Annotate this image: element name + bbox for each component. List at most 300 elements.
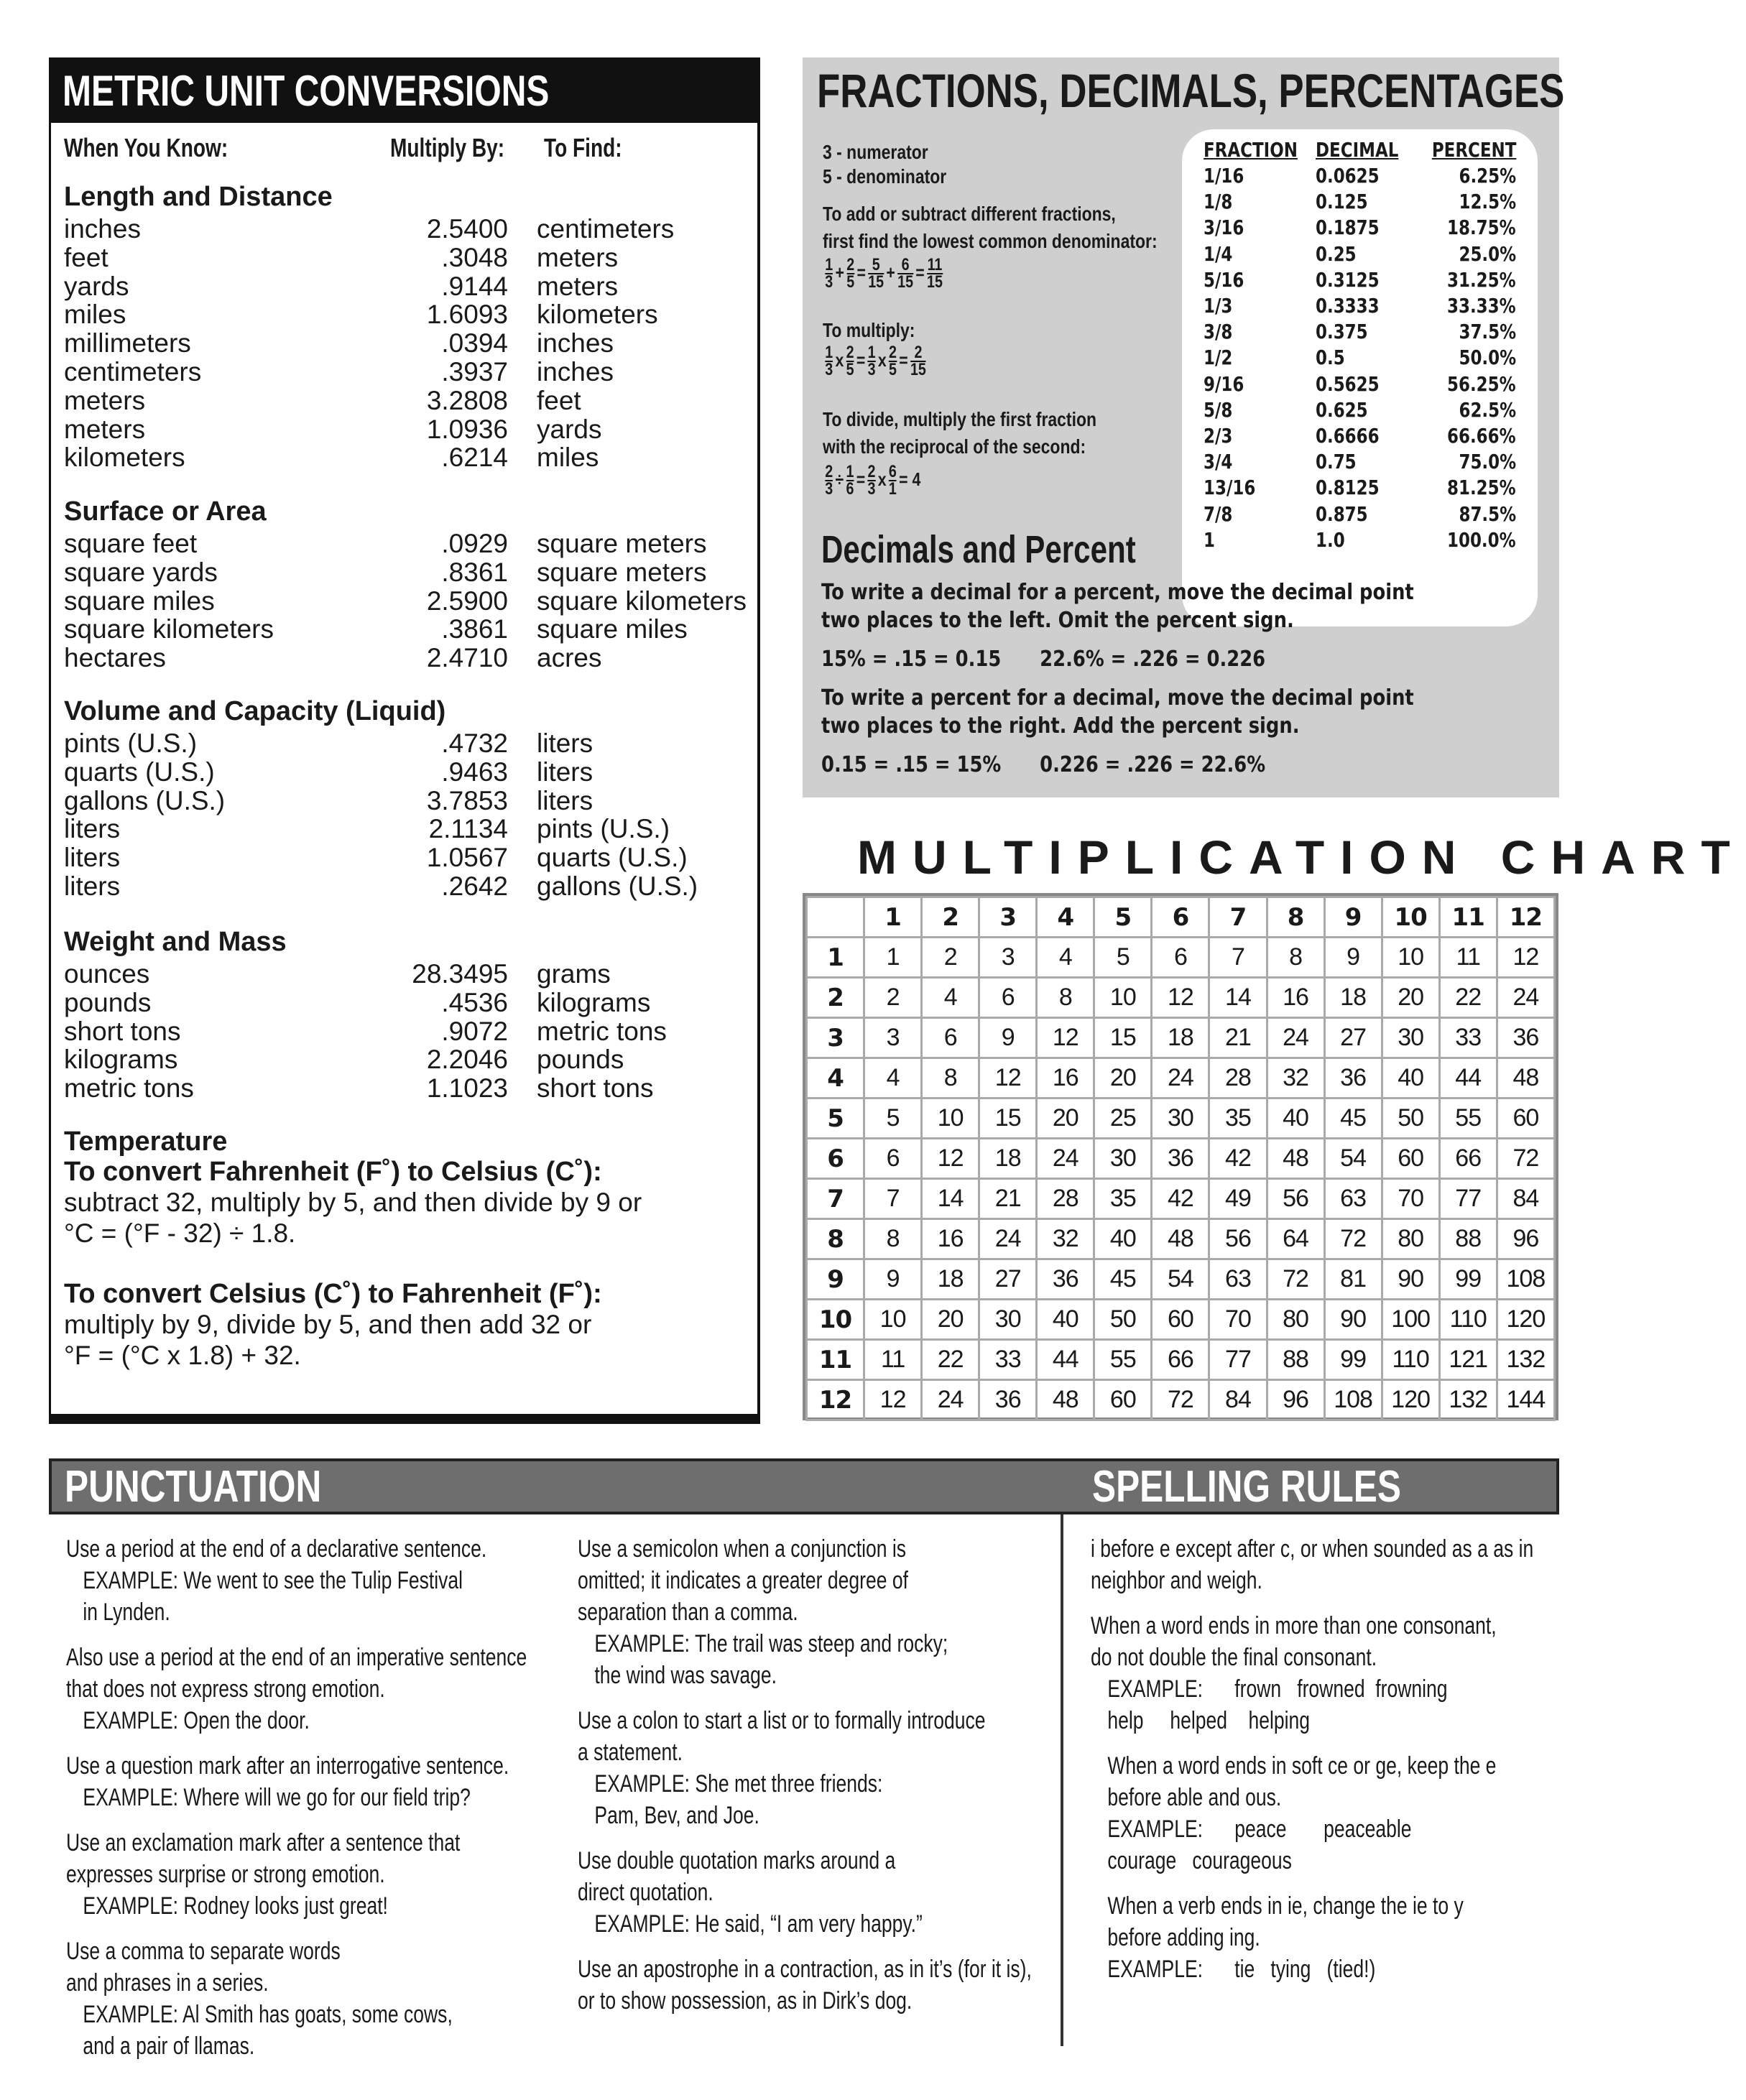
unit-from: square kilometers <box>64 614 274 644</box>
mult-cell: 12 <box>1152 978 1209 1018</box>
factor: 2.2046 <box>426 1045 508 1075</box>
mult-cell: 33 <box>1439 1018 1497 1058</box>
metric-row <box>64 244 754 272</box>
fraction-cell: 1/16 <box>1204 164 1244 188</box>
mult-cell: 4 <box>864 1058 922 1098</box>
header-when-you-know: When You Know: <box>64 133 228 162</box>
factor: 1.1023 <box>426 1073 508 1104</box>
factor: .3861 <box>441 614 508 644</box>
mult-cell: 63 <box>1324 1179 1382 1219</box>
metric-row <box>64 615 754 644</box>
fraction-cell: 1/8 <box>1204 190 1233 214</box>
mult-cell: 84 <box>1497 1179 1554 1219</box>
mult-cell: 100 <box>1382 1300 1439 1340</box>
mult-cell: 49 <box>1209 1179 1267 1219</box>
mult-cell: 80 <box>1267 1300 1324 1340</box>
mult-col-header: 1 <box>864 897 922 938</box>
metric-row <box>64 758 754 787</box>
text-line: EXAMPLE: frown frowned frowning <box>1107 1675 1448 1703</box>
unit-to: kilograms <box>537 987 651 1017</box>
add-line-2: first find the lowest common denominator: <box>823 230 1158 252</box>
header-to-find: To Find: <box>544 133 622 162</box>
metric-section-title: Weight and Mass <box>64 927 287 957</box>
fraction-table-row <box>1182 190 1538 216</box>
unit-to: liters <box>537 785 593 815</box>
mult-row-header: 11 <box>807 1340 864 1380</box>
unit-to: square kilometers <box>537 586 747 616</box>
unit-from: inches <box>64 214 141 244</box>
mult-cell: 22 <box>922 1340 979 1380</box>
fraction-cell: 1/3 <box>1204 294 1233 318</box>
mult-cell: 63 <box>1209 1259 1267 1300</box>
factor: 2.5900 <box>426 586 508 616</box>
mult-cell: 3 <box>979 938 1037 978</box>
text-line: Use a period at the end of a declarative sentence. <box>66 1535 487 1563</box>
mult-row <box>807 1139 1555 1179</box>
mult-cell: 22 <box>1439 978 1497 1018</box>
mult-cell: 44 <box>1439 1058 1497 1098</box>
unit-to: inches <box>537 328 614 359</box>
text-line: the wind was savage. <box>594 1662 777 1689</box>
fractions-title: FRACTIONS, DECIMALS, PERCENTAGES <box>817 64 1565 117</box>
metric-row <box>64 587 754 616</box>
text-line: EXAMPLE: tie tying (tied!) <box>1107 1956 1376 1983</box>
mult-cell: 80 <box>1382 1219 1439 1259</box>
metric-row <box>64 787 754 815</box>
unit-to: yards <box>537 414 602 444</box>
factor: 28.3495 <box>412 959 508 989</box>
unit-to: meters <box>537 242 619 272</box>
decimal-cell: 0.625 <box>1316 397 1368 422</box>
percent-cell: 75.0% <box>1459 450 1516 474</box>
mult-cell: 48 <box>1267 1139 1324 1179</box>
factor: 1.0567 <box>426 843 508 873</box>
decimal-cell: 0.25 <box>1316 241 1357 266</box>
mult-cell: 99 <box>1439 1259 1497 1300</box>
mult-cell: 15 <box>1094 1018 1152 1058</box>
mult-cell: 60 <box>1382 1139 1439 1179</box>
mult-cell: 16 <box>1267 978 1324 1018</box>
mult-cell: 36 <box>1497 1018 1554 1058</box>
fraction-table-row <box>1182 450 1538 476</box>
mult-row <box>807 1219 1555 1259</box>
metric-row <box>64 387 754 415</box>
mult-cell: 12 <box>1037 1018 1094 1058</box>
text-line: expresses surprise or strong emotion. <box>66 1861 385 1888</box>
mult-row <box>807 1179 1555 1219</box>
mult-cell: 10 <box>922 1098 979 1139</box>
mult-cell: 12 <box>1497 938 1554 978</box>
factor: .2642 <box>441 871 508 901</box>
unit-from: feet <box>64 242 108 272</box>
mult-cell: 72 <box>1324 1219 1382 1259</box>
factor: .3048 <box>441 242 508 272</box>
unit-to: meters <box>537 271 619 301</box>
factor: .6214 <box>441 443 508 473</box>
factor: .8361 <box>441 557 508 587</box>
metric-section-title: Surface or Area <box>64 496 267 527</box>
percent-cell: 87.5% <box>1459 501 1516 526</box>
percent-cell: 25.0% <box>1459 241 1516 266</box>
text-line: Use double quotation marks around a <box>578 1847 896 1874</box>
mult-row <box>807 1058 1555 1098</box>
mult-row-header: 8 <box>807 1219 864 1259</box>
mult-cell: 55 <box>1439 1098 1497 1139</box>
mult-cell: 6 <box>1152 938 1209 978</box>
unit-from: liters <box>64 843 121 873</box>
fraction-table-row <box>1182 242 1538 268</box>
unit-to: square meters <box>537 557 707 587</box>
divide-line-2: with the reciprocal of the second: <box>823 435 1086 458</box>
mult-col-header: 10 <box>1382 897 1439 938</box>
metric-conversions-panel <box>49 57 760 1424</box>
punctuation-title: PUNCTUATION <box>65 1462 322 1512</box>
fraction-cell: 3/4 <box>1204 450 1233 474</box>
factor: .4732 <box>441 728 508 758</box>
mult-cell: 18 <box>1152 1018 1209 1058</box>
mult-row <box>807 1380 1555 1420</box>
mult-cell: 110 <box>1382 1340 1439 1380</box>
fraction-cell: 9/16 <box>1204 371 1244 396</box>
unit-to: feet <box>537 385 581 415</box>
text-line: Also use a period at the end of an imperative sentence <box>66 1644 527 1671</box>
fraction-table-row <box>1182 268 1538 294</box>
mult-row <box>807 1259 1555 1300</box>
fraction-table-row <box>1182 372 1538 398</box>
add-example: 1 3 + 2 5 = 5 15 + 6 15 = 11 15 <box>825 255 943 292</box>
factor: .9463 <box>441 757 508 787</box>
mult-row-header: 6 <box>807 1139 864 1179</box>
decimal-cell: 1.0 <box>1316 527 1345 552</box>
mult-cell: 9 <box>864 1259 922 1300</box>
fraction-table-row <box>1182 320 1538 346</box>
mult-cell: 18 <box>979 1139 1037 1179</box>
mult-cell: 35 <box>1094 1179 1152 1219</box>
metric-row <box>64 272 754 301</box>
mult-cell: 10 <box>1382 938 1439 978</box>
percent-rule-2: two places to the right. Add the percent sign. <box>821 713 1300 739</box>
text-line: When a word ends in more than one consonant, <box>1091 1612 1497 1639</box>
percent-cell: 18.75% <box>1447 216 1516 240</box>
text-line: courage courageous <box>1107 1847 1292 1874</box>
mult-row-header: 7 <box>807 1179 864 1219</box>
text-line: Use a question mark after an interrogative sentence. <box>66 1752 509 1780</box>
mult-cell: 4 <box>1037 938 1094 978</box>
percent-cell: 56.25% <box>1447 371 1516 396</box>
mult-cell: 45 <box>1324 1098 1382 1139</box>
decimal-cell: DECIMAL <box>1316 138 1399 162</box>
metric-row <box>64 215 754 244</box>
mult-cell: 77 <box>1439 1179 1497 1219</box>
unit-from: short tons <box>64 1016 181 1046</box>
mult-cell: 50 <box>1094 1300 1152 1340</box>
mult-row <box>807 897 1555 938</box>
mult-cell: 6 <box>864 1139 922 1179</box>
mult-cell: 64 <box>1267 1219 1324 1259</box>
mult-col-header: 6 <box>1152 897 1209 938</box>
mult-cell: 84 <box>1209 1380 1267 1420</box>
text-line: EXAMPLE: She met three friends: <box>594 1770 883 1798</box>
metric-row <box>64 960 754 989</box>
text-line: Use a comma to separate words <box>66 1938 341 1965</box>
mult-cell: 9 <box>979 1018 1037 1058</box>
metric-row <box>64 300 754 329</box>
text-line: Use a colon to start a list or to formally introduce <box>578 1707 986 1734</box>
text-line: direct quotation. <box>578 1879 713 1906</box>
unit-to: pints (U.S.) <box>537 814 670 844</box>
mult-row <box>807 938 1555 978</box>
mult-cell: 20 <box>1037 1098 1094 1139</box>
text-line: a statement. <box>578 1739 683 1766</box>
text-line: help helped helping <box>1107 1707 1311 1734</box>
factor: 3.2808 <box>426 385 508 415</box>
factor: .0929 <box>441 529 508 558</box>
factor: 2.1134 <box>428 814 508 844</box>
mult-col-header: 8 <box>1267 897 1324 938</box>
metric-row <box>64 644 754 672</box>
mult-cell: 14 <box>1209 978 1267 1018</box>
unit-from: square feet <box>64 529 198 558</box>
unit-to: grams <box>537 959 611 989</box>
mult-row-header: 4 <box>807 1058 864 1098</box>
mult-cell: 54 <box>1152 1259 1209 1300</box>
mult-cell: 7 <box>864 1179 922 1219</box>
mult-col-header: 5 <box>1094 897 1152 938</box>
unit-from: pints (U.S.) <box>64 728 198 758</box>
unit-from: millimeters <box>64 328 191 359</box>
mult-cell: 21 <box>1209 1018 1267 1058</box>
decimal-rule-2: two places to the left. Omit the percent sign. <box>821 608 1294 633</box>
decimal-cell: 0.8125 <box>1316 476 1380 500</box>
text-line: Use an apostrophe in a contraction, as in it’s (for it is), <box>578 1956 1032 1983</box>
mult-cell: 108 <box>1497 1259 1554 1300</box>
decimal-cell: 0.3333 <box>1316 294 1380 318</box>
header-multiply-by: Multiply By: <box>390 133 505 162</box>
unit-to: short tons <box>537 1073 654 1104</box>
mult-cell: 33 <box>979 1340 1037 1380</box>
decimal-cell: 0.1875 <box>1316 216 1380 240</box>
decimal-cell: 0.5625 <box>1316 371 1380 396</box>
mult-cell: 8 <box>1037 978 1094 1018</box>
metric-row <box>64 415 754 444</box>
mult-cell: 5 <box>1094 938 1152 978</box>
text-line: that does not express strong emotion. <box>66 1675 385 1703</box>
fraction-table-row <box>1182 476 1538 501</box>
decimal-example: 15% = .15 = 0.15 22.6% = .226 = 0.226 <box>821 647 1266 672</box>
mult-cell: 42 <box>1152 1179 1209 1219</box>
percent-rule-1: To write a percent for a decimal, move the decimal point <box>821 685 1414 711</box>
unit-from: quarts (U.S.) <box>64 757 215 787</box>
text-line: do not double the final consonant. <box>1091 1644 1377 1671</box>
factor: .4536 <box>441 987 508 1017</box>
mult-cell: 27 <box>1324 1018 1382 1058</box>
percent-cell: 81.25% <box>1447 476 1516 500</box>
metric-row <box>64 843 754 872</box>
mult-cell: 30 <box>1094 1139 1152 1179</box>
mult-col-header: 9 <box>1324 897 1382 938</box>
percent-cell: 31.25% <box>1447 267 1516 292</box>
unit-to: kilometers <box>537 300 658 330</box>
factor: 2.4710 <box>426 643 508 673</box>
mult-cell: 8 <box>1267 938 1324 978</box>
mult-cell: 42 <box>1209 1139 1267 1179</box>
unit-to: miles <box>537 443 599 473</box>
f-to-c-title: To convert Fahrenheit (F˚) to Celsius (C˚): <box>64 1157 602 1187</box>
text-line: EXAMPLE: The trail was steep and rocky; <box>594 1630 948 1657</box>
percent-cell: 33.33% <box>1447 294 1516 318</box>
unit-from: square yards <box>64 557 218 587</box>
unit-from: metric tons <box>64 1073 194 1104</box>
mult-col-header: 11 <box>1439 897 1497 938</box>
fraction-cell: 3/8 <box>1204 320 1233 344</box>
fraction-table-row <box>1182 424 1538 450</box>
mult-cell: 28 <box>1037 1179 1094 1219</box>
mult-cell: 12 <box>979 1058 1037 1098</box>
unit-from: yards <box>64 271 129 301</box>
mult-cell: 132 <box>1497 1340 1554 1380</box>
text-line: When a verb ends in ie, change the ie to y <box>1107 1892 1464 1920</box>
unit-to: square miles <box>537 614 688 644</box>
mult-cell: 24 <box>979 1219 1037 1259</box>
mult-row <box>807 1098 1555 1139</box>
mult-cell: 48 <box>1152 1219 1209 1259</box>
mult-cell: 28 <box>1209 1058 1267 1098</box>
unit-to: centimeters <box>537 214 675 244</box>
mult-cell: 30 <box>1382 1018 1439 1058</box>
mult-cell: 40 <box>1382 1058 1439 1098</box>
metric-row <box>64 1074 754 1103</box>
mult-cell: 88 <box>1267 1340 1324 1380</box>
mult-cell: 1 <box>864 938 922 978</box>
metric-row <box>64 872 754 901</box>
mult-cell: 24 <box>1152 1058 1209 1098</box>
mult-cell: 56 <box>1267 1179 1324 1219</box>
mult-cell: 20 <box>1382 978 1439 1018</box>
mult-col-header: 4 <box>1037 897 1094 938</box>
mult-cell: 81 <box>1324 1259 1382 1300</box>
text-line: i before e except after c, or when sounded as a as in <box>1091 1535 1534 1563</box>
text-line: Use an exclamation mark after a sentence that <box>66 1829 461 1856</box>
mult-cell: 72 <box>1267 1259 1324 1300</box>
mult-row <box>807 1340 1555 1380</box>
mult-cell: 2 <box>922 938 979 978</box>
fraction-cell: 2/3 <box>1204 424 1233 448</box>
unit-from: kilograms <box>64 1045 178 1075</box>
text-line: EXAMPLE: He said, “I am very happy.” <box>594 1910 923 1938</box>
fraction-cell: 1 <box>1204 527 1215 552</box>
mult-cell: 4 <box>922 978 979 1018</box>
mult-cell: 32 <box>1037 1219 1094 1259</box>
mult-cell: 48 <box>1497 1058 1554 1098</box>
text-line: Use a semicolon when a conjunction is <box>578 1535 906 1563</box>
mult-cell: 24 <box>1497 978 1554 1018</box>
mult-cell: 120 <box>1382 1380 1439 1420</box>
decimal-cell: 0.3125 <box>1316 267 1380 292</box>
metric-row <box>64 558 754 587</box>
mult-corner <box>807 897 864 938</box>
mult-cell: 25 <box>1094 1098 1152 1139</box>
mult-cell: 96 <box>1497 1219 1554 1259</box>
fraction-cell: 5/16 <box>1204 267 1244 292</box>
mult-cell: 20 <box>1094 1058 1152 1098</box>
decimal-cell: 0.6666 <box>1316 424 1380 448</box>
fraction-cell: 5/8 <box>1204 397 1233 422</box>
unit-from: meters <box>64 385 146 415</box>
multiplication-chart <box>803 893 1558 1420</box>
factor: 1.6093 <box>426 300 508 330</box>
unit-from: hectares <box>64 643 166 673</box>
mult-col-header: 2 <box>922 897 979 938</box>
metric-row <box>64 989 754 1017</box>
text-line: in Lynden. <box>83 1599 170 1626</box>
fraction-cell: 1/4 <box>1204 241 1233 266</box>
mult-cell: 30 <box>979 1300 1037 1340</box>
mult-cell: 50 <box>1382 1098 1439 1139</box>
unit-from: kilometers <box>64 443 185 473</box>
fraction-table-row <box>1182 216 1538 241</box>
multiply-example: 1 3 x 2 5 = 1 3 x 2 5 = 2 15 <box>825 343 926 379</box>
mult-cell: 132 <box>1439 1380 1497 1420</box>
c-to-f-title: To convert Celsius (C˚) to Fahrenheit (F˚): <box>64 1279 602 1309</box>
mult-row-header: 1 <box>807 938 864 978</box>
mult-cell: 44 <box>1037 1340 1094 1380</box>
mult-cell: 10 <box>864 1300 922 1340</box>
mult-cell: 144 <box>1497 1380 1554 1420</box>
fraction-table-row <box>1182 528 1538 554</box>
mult-cell: 36 <box>1152 1139 1209 1179</box>
mult-cell: 24 <box>1267 1018 1324 1058</box>
text-line: separation than a comma. <box>578 1599 798 1626</box>
fraction-table-row <box>1182 398 1538 424</box>
fraction-table-row <box>1182 294 1538 320</box>
factor: .9144 <box>441 271 508 301</box>
metric-row <box>64 529 754 558</box>
mult-cell: 36 <box>1324 1058 1382 1098</box>
factor: .9072 <box>441 1016 508 1046</box>
percent-cell: 100.0% <box>1447 527 1516 552</box>
temperature-title: Temperature <box>64 1127 228 1157</box>
metric-row <box>64 443 754 472</box>
text-line: and phrases in a series. <box>66 1969 269 1997</box>
fraction-cell: FRACTION <box>1204 138 1298 162</box>
mult-row-header: 9 <box>807 1259 864 1300</box>
factor: .0394 <box>441 328 508 359</box>
factor: .3937 <box>441 357 508 387</box>
percent-cell: 37.5% <box>1459 320 1516 344</box>
mult-cell: 8 <box>922 1058 979 1098</box>
mult-cell: 77 <box>1209 1340 1267 1380</box>
mult-cell: 36 <box>979 1380 1037 1420</box>
mult-cell: 121 <box>1439 1340 1497 1380</box>
mult-cell: 88 <box>1439 1219 1497 1259</box>
mult-cell: 45 <box>1094 1259 1152 1300</box>
text-line: EXAMPLE: peace peaceable <box>1107 1815 1412 1843</box>
mult-cell: 6 <box>979 978 1037 1018</box>
decimal-cell: 0.875 <box>1316 501 1368 526</box>
mult-cell: 72 <box>1497 1139 1554 1179</box>
divide-line-1: To divide, multiply the first fraction <box>823 408 1096 430</box>
text-line: EXAMPLE: Where will we go for our field trip? <box>83 1784 471 1811</box>
factor: 3.7853 <box>426 785 508 815</box>
numerator-line: 3 - numerator <box>823 141 928 163</box>
mult-cell: 14 <box>922 1179 979 1219</box>
metric-row <box>64 815 754 843</box>
c-to-f-line-2: °F = (°C x 1.8) + 32. <box>64 1341 301 1370</box>
text-line: Pam, Bev, and Joe. <box>594 1802 759 1829</box>
mult-cell: 66 <box>1439 1139 1497 1179</box>
text-line: and a pair of llamas. <box>83 2032 255 2060</box>
unit-from: pounds <box>64 987 152 1017</box>
